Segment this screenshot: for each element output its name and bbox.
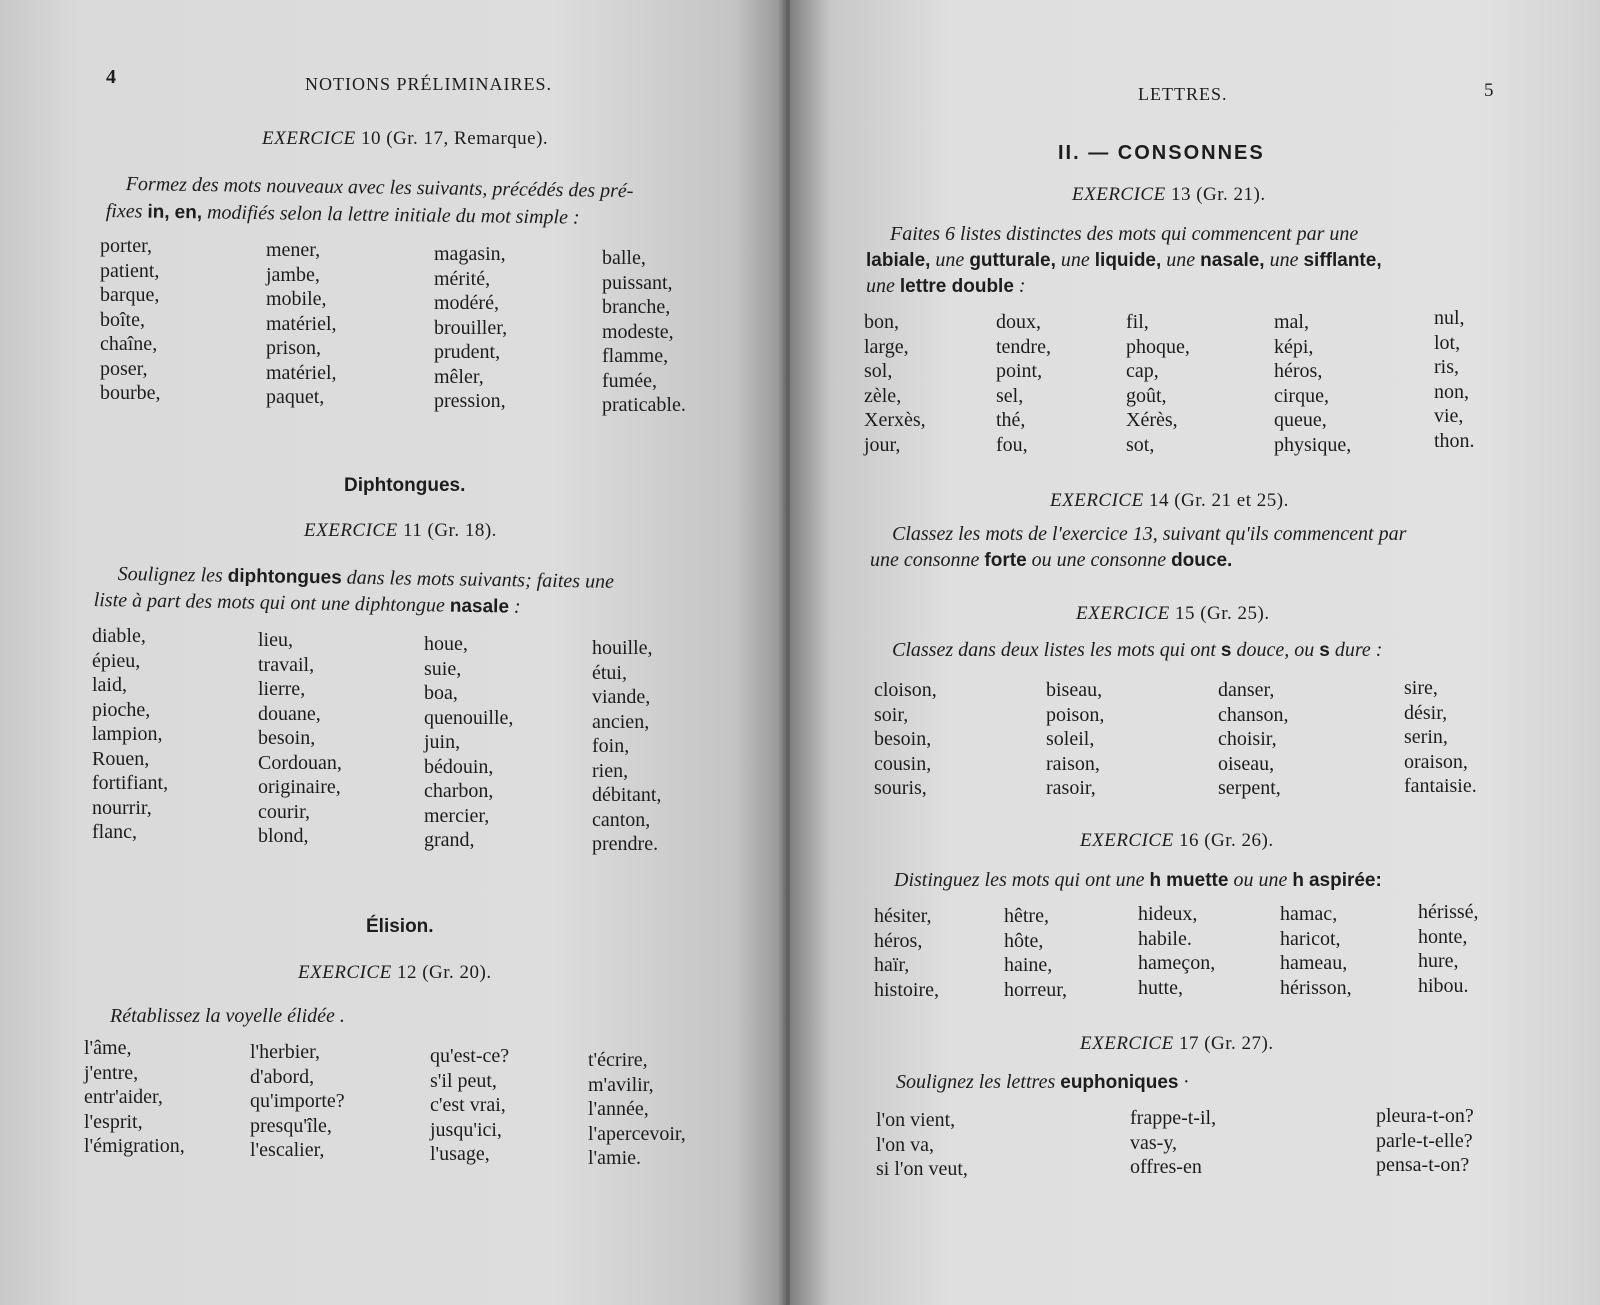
word-item: douane, xyxy=(258,702,321,725)
word-item: charbon, xyxy=(424,780,494,802)
word-item: l'âme, xyxy=(84,1037,132,1059)
word-item: ancien, xyxy=(592,710,650,733)
exercise-number: 10 xyxy=(360,128,381,149)
exercise-number: 17 xyxy=(1178,1033,1199,1054)
word-item: lierre, xyxy=(258,678,306,700)
section-title-diphtongues: Diphtongues. xyxy=(344,475,466,496)
word-item: balle, xyxy=(602,247,646,269)
word-item: pleura-t-on? xyxy=(1376,1105,1474,1127)
keyword: in, xyxy=(147,201,170,223)
word-item: l'usage, xyxy=(430,1143,490,1165)
keyword: lettre double xyxy=(899,276,1014,297)
word-item: sol, xyxy=(864,360,893,382)
word-column xyxy=(1376,1104,1474,1178)
word-item: chanson, xyxy=(1218,703,1289,726)
word-item: serpent, xyxy=(1218,777,1281,799)
exercise-11-heading xyxy=(304,520,497,542)
word-item: t'écrire, xyxy=(588,1049,648,1071)
word-item: mêler, xyxy=(434,365,484,388)
word-column xyxy=(434,242,507,414)
word-item: blond, xyxy=(258,825,309,847)
word-item: jambe, xyxy=(266,263,320,286)
word-item: nul, xyxy=(1434,307,1465,329)
keyword: douce. xyxy=(1171,550,1233,571)
word-item: sire, xyxy=(1404,677,1438,699)
word-item: képi, xyxy=(1274,335,1314,358)
word-item: désir, xyxy=(1404,701,1448,724)
word-item: l'émigration, xyxy=(84,1135,185,1157)
keyword: h xyxy=(1292,870,1304,891)
page-number: 4 xyxy=(106,66,116,88)
word-item: barque, xyxy=(100,284,160,306)
word-column xyxy=(588,1048,686,1171)
word-column xyxy=(1280,902,1352,1000)
word-item: jusqu'ici, xyxy=(430,1118,502,1141)
instruction-text: ou une consonne xyxy=(1031,549,1167,571)
instruction-text: Soulignez les xyxy=(117,562,223,587)
keyword: s xyxy=(1319,640,1330,661)
exercise-12-instruction: Rétablissez la voyelle élidée . xyxy=(110,1005,345,1027)
keyword: h xyxy=(1149,870,1162,891)
word-item: sot, xyxy=(1126,433,1155,456)
keyword: s xyxy=(1220,640,1232,661)
word-item: pression, xyxy=(434,390,506,412)
word-item: hésiter, xyxy=(874,905,932,927)
word-item: l'herbier, xyxy=(250,1041,320,1063)
section-title-consonnes: II. — CONSONNES xyxy=(1058,142,1265,164)
word-item: frappe-t-il, xyxy=(1130,1107,1217,1129)
instruction-text: ou une xyxy=(1233,869,1288,891)
instruction-text: une xyxy=(866,275,895,297)
exercise-label: EXERCICE xyxy=(1076,603,1170,624)
exercise-11-instruction-line-2 xyxy=(94,586,521,622)
keyword: muette xyxy=(1166,870,1229,891)
exercise-number: 11 xyxy=(402,520,423,541)
word-item: l'année, xyxy=(588,1098,649,1120)
word-item: raison, xyxy=(1046,752,1100,775)
word-item: hutte, xyxy=(1138,976,1183,999)
word-item: habile. xyxy=(1138,927,1192,950)
exercise-label: EXERCICE xyxy=(1080,1033,1174,1054)
instruction-text: : xyxy=(1018,275,1026,297)
keyword: liquide, xyxy=(1094,250,1162,271)
word-item: souris, xyxy=(874,777,927,799)
exercise-13-instruction-line-3 xyxy=(866,272,1026,301)
word-item: héros, xyxy=(1274,360,1323,382)
word-column xyxy=(876,1108,968,1182)
word-item: porter, xyxy=(100,235,152,257)
keyword: labiale, xyxy=(866,250,931,271)
word-item: poison, xyxy=(1046,703,1105,726)
word-item: épieu, xyxy=(92,649,141,672)
word-column xyxy=(874,904,939,1002)
keyword: aspirée: xyxy=(1308,870,1382,891)
instruction-text: Soulignez les lettres xyxy=(896,1071,1056,1093)
word-item: quenouille, xyxy=(424,706,514,729)
word-item: haïr, xyxy=(874,954,910,976)
instruction-text: douce, ou xyxy=(1236,639,1315,661)
word-item: zèle, xyxy=(864,384,902,407)
word-item: haricot, xyxy=(1280,927,1341,950)
exercise-14-instruction-line-1: Classez les mots de l'exercice 13, suivant qu'ils commencent par xyxy=(892,523,1407,545)
word-item: rasoir, xyxy=(1046,777,1096,799)
word-item: praticable. xyxy=(602,394,686,416)
word-item: diable, xyxy=(92,625,146,647)
word-item: cloison, xyxy=(874,679,937,701)
exercise-13-heading xyxy=(1072,184,1266,206)
grammar-reference: (Gr. 17, Remarque). xyxy=(386,128,549,149)
word-item: besoin, xyxy=(258,727,316,749)
instruction-text: une xyxy=(1269,249,1299,271)
word-item: m'avilir, xyxy=(588,1073,654,1096)
keyword: nasale, xyxy=(1200,250,1265,271)
keyword: nasale xyxy=(449,595,510,618)
word-item: d'abord, xyxy=(250,1065,315,1088)
word-item: tendre, xyxy=(996,335,1051,358)
word-item: honte, xyxy=(1418,925,1468,948)
exercise-16-instruction xyxy=(894,866,1382,895)
word-item: boa, xyxy=(424,682,458,704)
exercise-label: EXERCICE xyxy=(298,962,392,983)
word-item: l'apercevoir, xyxy=(588,1122,686,1145)
instruction-text: une xyxy=(935,249,965,271)
instruction-text: Classez dans deux listes les mots qui ont xyxy=(892,639,1216,661)
instruction-text: Distinguez les mots qui ont une xyxy=(894,869,1145,891)
keyword: sifflante, xyxy=(1303,250,1382,271)
instruction-text: · xyxy=(1183,1071,1189,1093)
word-item: l'escalier, xyxy=(250,1139,325,1161)
word-item: l'amie. xyxy=(588,1147,642,1169)
word-item: héros, xyxy=(874,929,923,952)
word-item: brouiller, xyxy=(434,316,508,339)
word-item: prendre. xyxy=(592,833,659,855)
word-column xyxy=(874,678,937,801)
word-item: large, xyxy=(864,335,909,358)
exercise-number: 15 xyxy=(1174,603,1195,624)
running-header: LETTRES. xyxy=(1138,84,1228,104)
word-item: hérisson, xyxy=(1280,976,1352,999)
word-item: prudent, xyxy=(434,341,501,363)
word-item: patient, xyxy=(100,259,160,282)
word-column xyxy=(602,246,686,418)
word-item: modeste, xyxy=(602,320,674,343)
word-item: boîte, xyxy=(100,308,145,331)
word-item: mercier, xyxy=(424,804,490,827)
exercise-number: 13 xyxy=(1170,184,1191,205)
word-item: matériel, xyxy=(266,312,337,335)
exercise-10-heading xyxy=(262,128,548,150)
exercise-label: EXERCICE xyxy=(262,128,356,149)
word-column xyxy=(1218,678,1289,801)
instruction-text: une xyxy=(1060,249,1090,271)
word-item: s'il peut, xyxy=(430,1069,497,1092)
word-column xyxy=(92,624,168,845)
word-item: fantaisie. xyxy=(1404,775,1477,797)
word-item: rien, xyxy=(592,759,629,782)
instruction-text: dans les mots suivants; faites une xyxy=(346,566,615,593)
keyword: diphtongues xyxy=(227,565,342,589)
word-item: lampion, xyxy=(92,723,163,745)
exercise-14-heading xyxy=(1050,490,1289,512)
word-item: bourbe, xyxy=(100,382,161,404)
word-item: entr'aider, xyxy=(84,1086,163,1108)
word-item: soleil, xyxy=(1046,728,1095,750)
word-item: hôte, xyxy=(1004,929,1044,952)
grammar-reference: (Gr. 25). xyxy=(1200,603,1270,624)
word-column xyxy=(84,1036,185,1159)
word-item: foin, xyxy=(592,735,630,757)
exercise-17-heading xyxy=(1080,1033,1274,1055)
exercise-14-instruction-line-2 xyxy=(870,546,1232,575)
grammar-reference: (Gr. 21 et 25). xyxy=(1174,490,1289,511)
keyword: forte xyxy=(984,550,1027,571)
exercise-10-instruction-line-1: Formez des mots nouveaux avec les suivants, précédés des pré- xyxy=(125,172,634,203)
instruction-text: dure : xyxy=(1334,639,1383,661)
word-item: hure, xyxy=(1418,950,1459,972)
word-item: thé, xyxy=(996,409,1026,431)
word-item: hameçon, xyxy=(1138,952,1216,974)
word-item: histoire, xyxy=(874,978,939,1001)
exercise-number: 16 xyxy=(1178,830,1199,851)
word-item: matériel, xyxy=(266,361,337,384)
word-item: Rouen, xyxy=(92,747,150,770)
word-item: physique, xyxy=(1274,433,1352,456)
word-item: laid, xyxy=(92,674,127,696)
word-column xyxy=(996,310,1051,457)
word-column xyxy=(1418,900,1479,998)
word-item: fumée, xyxy=(602,369,657,392)
word-item: bédouin, xyxy=(424,755,494,778)
word-item: débitant, xyxy=(592,784,662,806)
word-item: mérité, xyxy=(434,267,491,290)
word-item: lot, xyxy=(1434,331,1461,354)
exercise-label: EXERCICE xyxy=(1050,490,1144,511)
word-item: hamac, xyxy=(1280,903,1338,925)
word-item: serin, xyxy=(1404,726,1448,748)
word-item: danser, xyxy=(1218,679,1275,701)
word-item: Cordouan, xyxy=(258,751,342,774)
word-item: paquet, xyxy=(266,386,325,408)
word-item: étui, xyxy=(592,661,627,684)
left-page xyxy=(0,0,790,1305)
word-column xyxy=(100,234,161,406)
word-item: goût, xyxy=(1126,384,1167,407)
word-item: l'on va, xyxy=(876,1133,935,1156)
word-item: mal, xyxy=(1274,311,1309,333)
keyword: gutturale, xyxy=(969,250,1056,271)
exercise-16-heading xyxy=(1080,830,1274,852)
word-item: courir, xyxy=(258,800,310,823)
word-item: soir, xyxy=(874,703,909,726)
exercise-15-instruction xyxy=(892,636,1382,665)
grammar-reference: (Gr. 18). xyxy=(427,520,497,541)
exercise-13-instruction-line-2 xyxy=(866,246,1382,275)
word-item: offres-en xyxy=(1130,1156,1202,1178)
word-item: sel, xyxy=(996,384,1024,407)
word-item: nourrir, xyxy=(92,796,152,819)
word-item: houille, xyxy=(592,637,653,659)
grammar-reference: (Gr. 27). xyxy=(1204,1033,1274,1054)
word-item: pensa-t-on? xyxy=(1376,1154,1470,1176)
word-item: cirque, xyxy=(1274,384,1329,407)
word-column xyxy=(250,1040,345,1163)
section-title-elision: Élision. xyxy=(366,916,434,937)
word-item: Xerxès, xyxy=(864,409,926,431)
word-item: ris, xyxy=(1434,356,1459,378)
word-item: Xérès, xyxy=(1126,409,1178,431)
word-item: houe, xyxy=(424,633,468,655)
word-item: originaire, xyxy=(258,776,341,798)
word-item: parle-t-elle? xyxy=(1376,1129,1473,1152)
word-item: mobile, xyxy=(266,288,327,310)
word-item: prison, xyxy=(266,337,321,359)
word-item: j'entre, xyxy=(84,1061,139,1084)
word-item: mener, xyxy=(266,239,321,261)
exercise-15-heading xyxy=(1076,603,1270,625)
word-item: modéré, xyxy=(434,292,499,314)
word-item: flanc, xyxy=(92,821,137,843)
word-item: hêtre, xyxy=(1004,905,1049,927)
word-item: haine, xyxy=(1004,954,1053,976)
word-column xyxy=(1126,310,1190,457)
grammar-reference: (Gr. 20). xyxy=(422,962,492,983)
word-item: chaîne, xyxy=(100,333,158,355)
word-item: poser, xyxy=(100,357,148,380)
word-item: doux, xyxy=(996,311,1041,333)
keyword: en, xyxy=(174,201,203,224)
word-item: hérissé, xyxy=(1418,901,1479,923)
word-item: l'esprit, xyxy=(84,1110,143,1133)
instruction-text: : xyxy=(513,595,521,618)
instruction-text: une consonne xyxy=(870,549,980,571)
word-item: non, xyxy=(1434,380,1469,403)
exercise-17-instruction xyxy=(896,1068,1188,1097)
word-item: vas-y, xyxy=(1130,1131,1178,1154)
word-item: pioche, xyxy=(92,698,151,721)
word-item: travail, xyxy=(258,653,315,676)
keyword: euphoniques xyxy=(1060,1072,1179,1093)
word-column xyxy=(430,1044,509,1167)
word-item: cap, xyxy=(1126,360,1159,382)
page-number: 5 xyxy=(1484,80,1494,101)
word-item: viande, xyxy=(592,686,651,708)
word-item: thon. xyxy=(1434,429,1475,452)
word-item: choisir, xyxy=(1218,728,1277,750)
word-item: jour, xyxy=(864,433,901,456)
word-item: hideux, xyxy=(1138,903,1198,925)
word-item: juin, xyxy=(424,731,461,753)
exercise-12-heading xyxy=(298,962,492,984)
word-column xyxy=(424,632,513,853)
grammar-reference: (Gr. 26). xyxy=(1204,830,1274,851)
word-item: qu'importe? xyxy=(250,1090,345,1112)
instruction-text: liste à part des mots qui ont une diphtongue xyxy=(93,588,446,617)
word-item: lieu, xyxy=(258,629,293,651)
exercise-label: EXERCICE xyxy=(1072,184,1166,205)
running-header: NOTIONS PRÉLIMINAIRES. xyxy=(305,74,552,94)
word-column xyxy=(1434,306,1475,453)
exercise-number: 12 xyxy=(396,962,417,983)
word-column xyxy=(1274,310,1351,457)
word-column xyxy=(592,636,661,857)
word-column xyxy=(258,628,342,849)
word-item: cousin, xyxy=(874,752,932,775)
word-item: fou, xyxy=(996,433,1028,456)
word-column xyxy=(1004,904,1067,1002)
word-column xyxy=(1130,1106,1216,1180)
instruction-text: modifiés selon la lettre initiale du mot simple : xyxy=(206,201,580,229)
word-item: phoque, xyxy=(1126,335,1190,358)
word-item: point, xyxy=(996,360,1043,382)
word-item: biseau, xyxy=(1046,679,1103,701)
word-column xyxy=(1404,676,1477,799)
word-item: besoin, xyxy=(874,728,932,750)
exercise-number: 14 xyxy=(1148,490,1169,511)
word-item: grand, xyxy=(424,829,475,851)
exercise-label: EXERCICE xyxy=(304,520,398,541)
word-item: qu'est-ce? xyxy=(430,1045,510,1067)
word-item: puissant, xyxy=(602,271,673,294)
word-item: bon, xyxy=(864,311,899,333)
word-item: queue, xyxy=(1274,409,1327,431)
exercise-13-instruction-line-1: Faites 6 listes distinctes des mots qui commencent par une xyxy=(890,223,1359,245)
word-column xyxy=(1046,678,1104,801)
exercise-10-instruction-line-2 xyxy=(106,197,580,233)
grammar-reference: (Gr. 21). xyxy=(1196,184,1266,205)
word-item: horreur, xyxy=(1004,978,1068,1001)
word-item: si l'on veut, xyxy=(876,1158,968,1180)
word-item: vie, xyxy=(1434,405,1464,427)
word-item: canton, xyxy=(592,808,651,831)
word-column xyxy=(864,310,926,457)
word-item: fortifiant, xyxy=(92,772,169,794)
instruction-text: une xyxy=(1166,249,1196,271)
word-item: oiseau, xyxy=(1218,752,1275,775)
word-item: branche, xyxy=(602,296,671,318)
word-item: flamme, xyxy=(602,345,669,367)
word-item: hameau, xyxy=(1280,952,1348,974)
word-item: suie, xyxy=(424,657,462,680)
word-column xyxy=(266,238,337,410)
word-item: fil, xyxy=(1126,311,1149,333)
word-item: oraison, xyxy=(1404,750,1468,773)
word-column xyxy=(1138,902,1215,1000)
word-item: c'est vrai, xyxy=(430,1094,506,1116)
instruction-text: fixes xyxy=(105,199,143,223)
exercise-label: EXERCICE xyxy=(1080,830,1174,851)
word-item: magasin, xyxy=(434,243,506,265)
right-page xyxy=(790,0,1600,1305)
word-item: l'on vient, xyxy=(876,1109,956,1131)
word-item: presqu'île, xyxy=(250,1114,332,1137)
word-item: hibou. xyxy=(1418,974,1469,997)
